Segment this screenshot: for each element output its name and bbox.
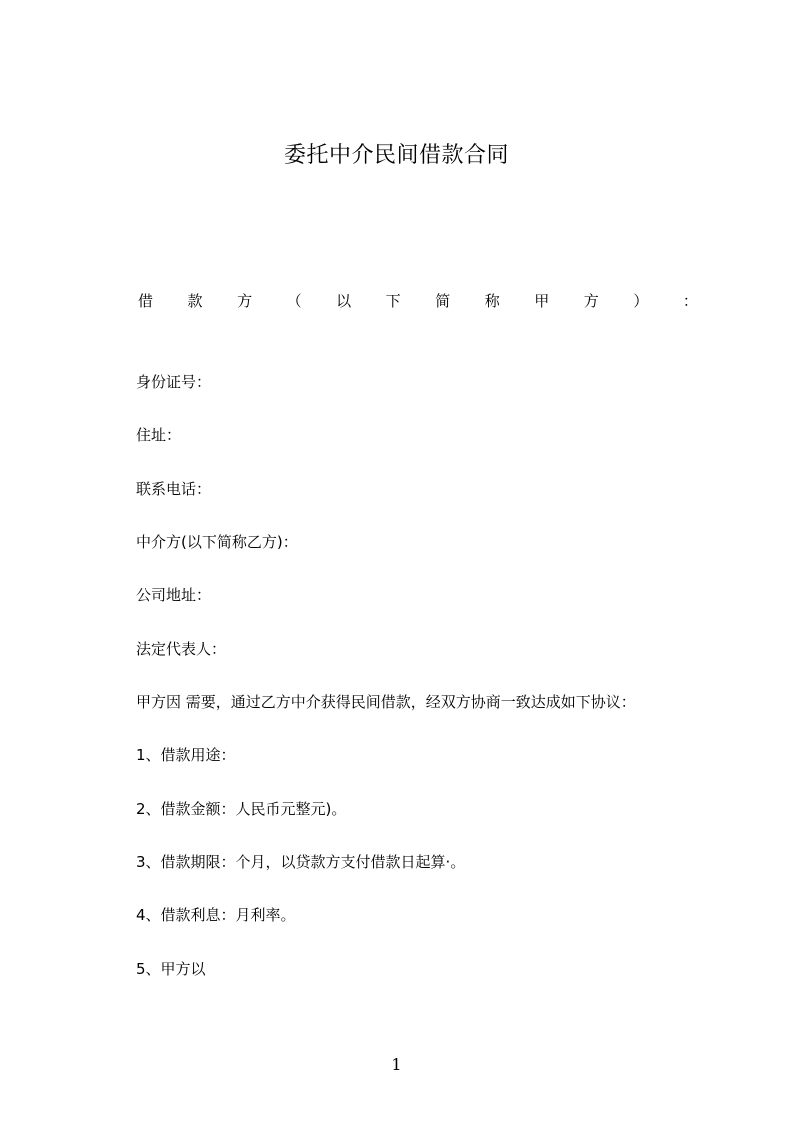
- clause-3: 3、借款期限：个月，以贷款方支付借款日起算·。: [136, 853, 466, 871]
- borrower-heading-char: ）: [633, 292, 649, 310]
- clause-4: 4、借款利息：月利率。: [136, 906, 296, 924]
- borrower-heading-char: 方: [583, 292, 599, 310]
- borrower-heading-char: 款: [187, 292, 203, 310]
- clause-1: 1、借款用途：: [136, 746, 236, 764]
- borrower-heading-char: 称: [484, 292, 500, 310]
- borrower-heading-char: 简: [435, 292, 451, 310]
- intermediary-field: 中介方(以下简称乙方)：: [136, 533, 298, 551]
- borrower-heading-char: 借: [138, 292, 154, 310]
- borrower-heading-char: 甲: [534, 292, 550, 310]
- clause-2: 2、借款金额：人民币元整元)。: [136, 800, 347, 818]
- borrower-heading-char: 方: [237, 292, 253, 310]
- borrower-heading-char: （: [286, 292, 302, 310]
- borrower-heading-char: ：: [682, 292, 698, 310]
- id-number-field: 身份证号：: [136, 373, 212, 391]
- legal-representative-field: 法定代表人：: [136, 640, 227, 658]
- page-number: 1: [391, 1055, 402, 1074]
- agreement-intro: 甲方因 需要，通过乙方中介获得民间借款，经双方协商一致达成如下协议：: [136, 693, 636, 711]
- document-title: 委托中介民间借款合同: [283, 143, 509, 168]
- clause-5: 5、甲方以: [136, 960, 206, 978]
- borrower-heading-char: 下: [385, 292, 401, 310]
- phone-field: 联系电话：: [136, 480, 212, 498]
- borrower-heading: [138, 290, 698, 312]
- borrower-heading-char: 以: [336, 292, 352, 310]
- company-address-field: 公司地址：: [136, 586, 212, 604]
- address-field: 住址：: [136, 426, 182, 444]
